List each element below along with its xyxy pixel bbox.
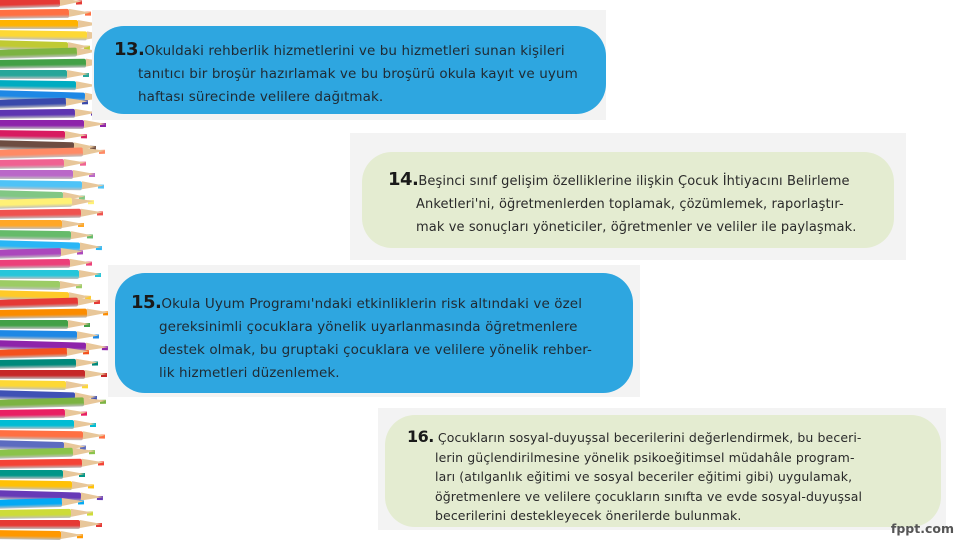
item-text-16-line-3: ları (atılganlık eğitimi ve sosyal beceriler eğitimi gibi) uygulamak, <box>435 469 853 484</box>
pencil-tip <box>77 534 83 538</box>
pencil-3 <box>0 20 78 29</box>
pencil-tip <box>76 284 82 288</box>
item-text-15-line-4: lik hizmetleri düzenlemek. <box>159 365 340 381</box>
pencil-tip <box>96 245 102 249</box>
pencil-7 <box>0 59 86 69</box>
pencil-tip <box>81 134 87 138</box>
pencil-32 <box>0 309 87 319</box>
pencil-tip <box>86 261 92 265</box>
pencil-44 <box>0 430 83 440</box>
pencil-tip <box>88 484 94 488</box>
item-number-14: 14. <box>388 169 419 190</box>
pencil-2 <box>0 9 69 19</box>
pencil-tip <box>101 373 107 377</box>
pencil-54 <box>0 530 61 540</box>
pencil-41 <box>0 397 84 409</box>
pencil-27 <box>0 259 70 269</box>
pencil-tip <box>87 511 93 515</box>
pencil-46 <box>0 448 73 459</box>
item-text-14-line-3: mak ve sonuçları yöneticiler, öğretmenler ve veliler ile paylaşmak. <box>416 220 857 235</box>
pencil-48 <box>0 470 63 479</box>
pencil-tip <box>100 399 106 403</box>
pencil-39 <box>0 380 66 390</box>
item-text-15-line-3: destek olmak, bu gruptaki çocuklara ve velilere yönelik rehber- <box>159 342 593 358</box>
pencil-tip <box>82 384 88 388</box>
pencil-tip <box>97 211 103 215</box>
pencil-14 <box>0 130 65 140</box>
item-text-13-line-3: haftası sürecinde velilere dağıtmak. <box>138 89 384 105</box>
pencil-tip <box>93 334 99 338</box>
item-text-14-line-1: Beşinci sınıf gelişim özelliklerine ilişkin Çocuk İhtiyacını Belirleme <box>418 174 850 189</box>
pencil-9 <box>0 80 76 90</box>
pencil-47 <box>0 459 82 469</box>
pencil-tip <box>99 149 105 153</box>
item-text-13-line-1: Okuldaki rehberlik hizmetlerini ve bu hizmetleri sunan kişileri <box>144 43 565 59</box>
pencil-52 <box>0 509 71 519</box>
item-number-16: 16. <box>407 427 434 446</box>
pencil-tip <box>77 250 83 254</box>
item-text-16-line-2: lerin güçlendirilmesine yönelik psikoeğitimsel müdahâle program- <box>435 449 855 465</box>
item-card-15 <box>115 273 633 393</box>
pencil-53 <box>0 520 80 529</box>
pencil-tip <box>88 200 94 204</box>
pencil-tip <box>83 73 89 77</box>
pencil-tip <box>98 184 104 188</box>
pencil-29 <box>0 280 60 290</box>
pencil-4 <box>0 30 87 40</box>
pencil-tip <box>95 273 101 277</box>
item-card-13 <box>94 26 606 114</box>
pencil-33 <box>0 320 68 329</box>
pencil-43 <box>0 420 74 429</box>
pencil-tip <box>89 450 95 454</box>
pencil-28 <box>0 270 79 279</box>
pencil-tip <box>78 500 84 504</box>
pencil-21 <box>0 198 72 209</box>
item-card-14 <box>362 152 894 248</box>
pencil-26 <box>0 248 61 259</box>
pencil-tip <box>84 323 90 327</box>
pencil-8 <box>0 70 67 79</box>
pencil-tip <box>83 350 89 354</box>
item-text-15-line-2: gereksinimli çocuklara yönelik uyarlanmasında öğretmenlere <box>159 319 578 335</box>
item-number-13: 13. <box>114 39 145 60</box>
pencil-tip <box>89 173 95 177</box>
footer-watermark: fppt.com <box>890 521 954 536</box>
item-text-16-line-1: Çocukların sosyal-duyuşsal becerilerini değerlendirmek, bu beceri- <box>437 430 862 445</box>
pencil-18 <box>0 170 73 179</box>
pencil-23 <box>0 220 62 229</box>
pencil-tip <box>94 299 100 303</box>
item-text-14-line-2: Anketleri'ni, öğretmenlerden toplamak, çözümlemek, raporlaştır- <box>416 197 844 212</box>
pencil-tip <box>85 11 91 15</box>
pencil-tip <box>99 434 105 438</box>
pencil-1 <box>0 0 60 9</box>
pencil-tip <box>98 461 104 465</box>
item-number-15: 15. <box>131 292 162 313</box>
pencil-tip <box>81 411 87 415</box>
pencil-tip <box>100 123 106 127</box>
pencil-tip <box>97 495 103 499</box>
pencil-tip <box>79 473 85 477</box>
pencil-13 <box>0 120 84 129</box>
pencil-24 <box>0 230 71 240</box>
pencil-tip <box>80 161 86 165</box>
pencil-36 <box>0 348 67 359</box>
pencil-16 <box>0 147 83 159</box>
pencil-tip <box>78 223 84 227</box>
pencil-17 <box>0 159 64 169</box>
pencil-22 <box>0 209 81 219</box>
pencil-6 <box>0 48 77 59</box>
pencil-49 <box>0 480 72 490</box>
pencil-51 <box>0 498 62 509</box>
pencil-tip <box>76 0 82 4</box>
pencil-11 <box>0 98 66 109</box>
pencil-12 <box>0 109 75 119</box>
item-card-16 <box>385 415 941 527</box>
pencil-38 <box>0 370 85 379</box>
pencil-34 <box>0 330 77 340</box>
pencil-tip <box>90 423 96 427</box>
item-text-16-line-4: öğretmenlere ve velilere çocukların sınıfta ve evde sosyal-duyuşsal <box>435 488 863 504</box>
item-text-13-line-2: tanıtıcı bir broşür hazırlamak ve bu broşürü okula kayıt ve uyum <box>138 66 578 82</box>
item-text-15-line-1: Okula Uyum Programı'ndaki etkinliklerin risk altındaki ve özel <box>161 296 583 312</box>
pencil-42 <box>0 409 65 419</box>
pencil-tip <box>82 100 88 104</box>
pencil-37 <box>0 359 76 369</box>
pencil-tip <box>92 361 98 365</box>
item-text-16-line-5: becerilerini destekleyecek önerilerde bulunmak. <box>435 508 742 523</box>
pencil-tip <box>96 523 102 527</box>
pencil-31 <box>0 298 78 309</box>
pencil-19 <box>0 180 82 190</box>
pencil-tip <box>87 234 93 238</box>
